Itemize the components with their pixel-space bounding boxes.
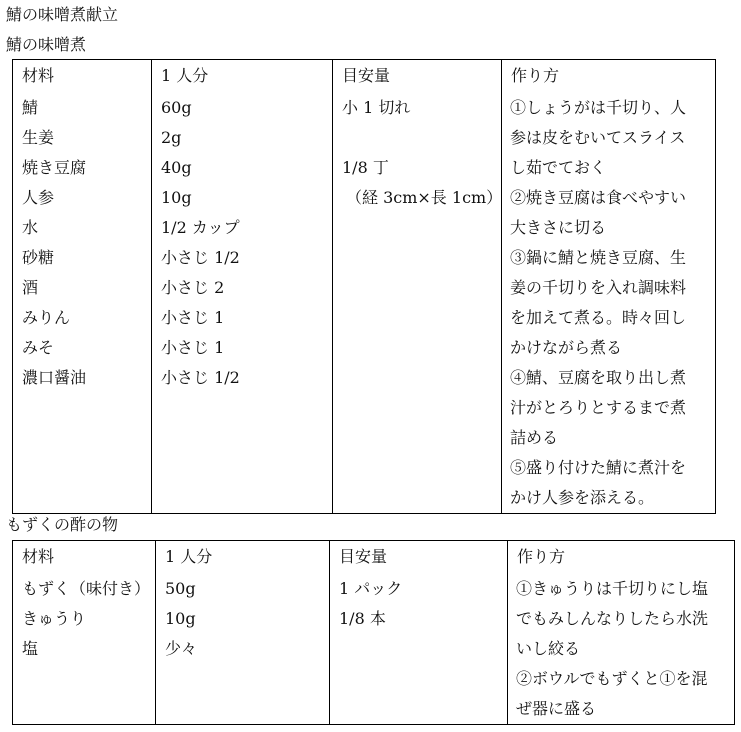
ingredient-column	[13, 572, 156, 725]
ingredient-item: きゅうり	[22, 609, 87, 628]
method-line: いし絞る	[516, 639, 581, 658]
table-body-row	[13, 572, 735, 725]
header-ingredient: 材料	[22, 547, 55, 566]
measure-item: 1/8 丁	[342, 158, 389, 177]
table-header-row	[13, 60, 716, 92]
amount-item: 少々	[165, 639, 198, 658]
header-cell	[13, 541, 156, 573]
ingredient-item: 濃口醤油	[22, 368, 87, 387]
method-column	[508, 572, 735, 725]
amount-column	[156, 572, 330, 725]
header-cell	[502, 60, 716, 92]
amount-item: 2g	[161, 128, 182, 147]
amount-item: 小さじ 1	[161, 338, 225, 357]
method-line: 大きさに切る	[510, 218, 607, 237]
method-line: 詰める	[510, 428, 559, 447]
table-header-row	[13, 541, 735, 573]
ingredient-item: 砂糖	[22, 248, 55, 267]
section-title-saba: 鯖の味噌煮	[6, 35, 87, 54]
method-line: ③鍋に鯖と焼き豆腐、生	[510, 248, 687, 267]
header-cell	[330, 541, 508, 573]
method-line: を加えて煮る。時々回し	[510, 308, 687, 327]
amount-item: 小さじ 2	[161, 278, 225, 297]
header-cell	[333, 60, 502, 92]
measure-item: 1 パック	[339, 579, 403, 598]
amount-item: 10g	[165, 609, 196, 628]
method-line: ⑤盛り付けた鯖に煮汁を	[510, 458, 687, 477]
ingredient-item: 人参	[22, 188, 55, 207]
method-line: ぜ器に盛る	[516, 699, 597, 718]
recipe-table-mozuku	[12, 540, 735, 725]
method-line: でもみしんなりしたら水洗	[516, 609, 709, 628]
method-line: ②焼き豆腐は食べやすい	[510, 188, 687, 207]
method-line: 参は皮をむいてスライス	[510, 128, 686, 147]
method-line: ②ボウルでもずくと①を混	[516, 669, 708, 688]
ingredient-item: 鯖	[22, 98, 39, 117]
recipe-table-saba	[12, 59, 716, 514]
ingredient-item: 生姜	[22, 128, 55, 147]
measure-item: 1/8 本	[339, 609, 386, 628]
measure-column	[330, 572, 508, 725]
measure-item: （経 3cm×長 1cm）	[346, 188, 503, 207]
measure-item: 小 1 切れ	[342, 98, 411, 117]
method-line: ①しょうがは千切り、人	[510, 98, 687, 117]
header-amount: 1 人分	[165, 547, 213, 566]
amount-item: 小さじ 1/2	[161, 248, 240, 267]
header-measure: 目安量	[342, 66, 391, 85]
ingredient-item: みそ	[22, 338, 55, 357]
amount-item: 60g	[161, 98, 192, 117]
header-cell	[508, 541, 735, 573]
ingredient-item: もずく（味付き）	[22, 579, 151, 598]
ingredient-item: みりん	[22, 308, 71, 327]
ingredient-column	[13, 91, 152, 514]
document-title: 鯖の味噌煮献立	[6, 5, 119, 24]
method-line: かけながら煮る	[510, 338, 623, 357]
measure-column	[333, 91, 502, 514]
header-method: 作り方	[511, 66, 560, 85]
header-measure: 目安量	[339, 547, 388, 566]
amount-column	[152, 91, 333, 514]
header-cell	[152, 60, 333, 92]
method-line: かけ人参を添える。	[510, 488, 655, 507]
method-line: し茹でておく	[510, 158, 607, 177]
ingredient-item: 塩	[22, 639, 39, 658]
amount-item: 50g	[165, 579, 196, 598]
ingredient-item: 水	[22, 218, 39, 237]
method-line: 姜の千切りを入れ調味料	[510, 278, 687, 297]
method-line: ①きゅうりは千切りにし塩	[516, 579, 709, 598]
amount-item: 1/2 カップ	[161, 218, 240, 237]
amount-item: 10g	[161, 188, 192, 207]
ingredient-item: 酒	[22, 278, 39, 297]
header-method: 作り方	[517, 547, 566, 566]
table-body-row	[13, 91, 716, 514]
header-cell	[13, 60, 152, 92]
amount-item: 小さじ 1/2	[161, 368, 240, 387]
amount-item: 40g	[161, 158, 192, 177]
header-ingredient: 材料	[22, 66, 55, 85]
method-line: ④鯖、豆腐を取り出し煮	[510, 368, 687, 387]
header-amount: 1 人分	[161, 66, 209, 85]
ingredient-item: 焼き豆腐	[22, 158, 87, 177]
method-column	[502, 91, 716, 514]
method-line: 汁がとろりとするまで煮	[510, 398, 687, 417]
measure-item	[342, 123, 501, 153]
header-cell	[156, 541, 330, 573]
section-title-mozuku: もずくの酢の物	[6, 515, 119, 534]
amount-item: 小さじ 1	[161, 308, 225, 327]
